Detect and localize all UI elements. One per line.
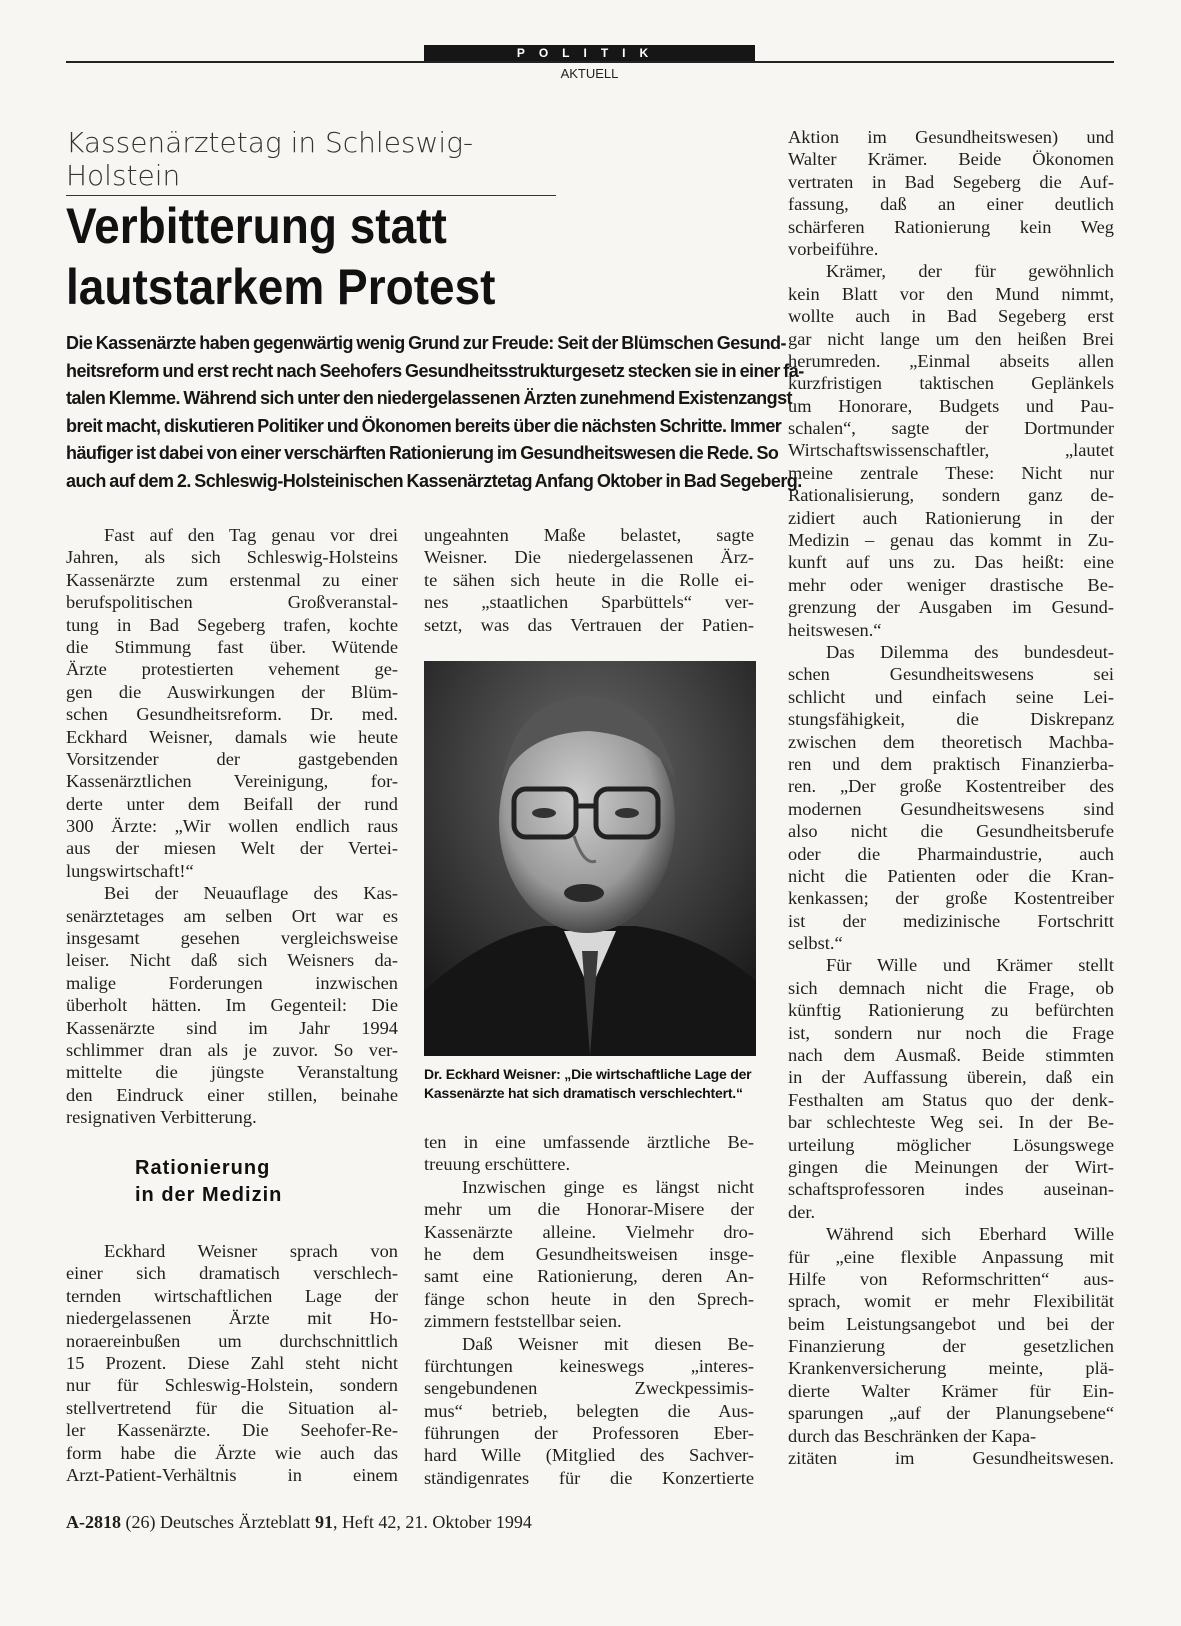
text-line: kein Blatt vor den Mund nimmt,	[788, 283, 1114, 304]
text-line: also nicht die Gesundheitsberufe	[788, 821, 1114, 842]
article-lead	[66, 330, 804, 495]
page-code: A-2818	[66, 1512, 121, 1532]
text-line: den Eindruck einer stillen, beinahe	[66, 1084, 398, 1105]
photo-caption	[424, 1065, 764, 1103]
text-line: Ärzte protestierten vehement ge-	[66, 659, 398, 680]
text-line: ständigenrates für die Konzertierte	[424, 1467, 754, 1488]
text-line: Rationalisierung, sondern ganz de-	[788, 485, 1114, 506]
text-line: aus der miesen Welt der Vertei-	[66, 838, 398, 859]
text-line: modernen Gesundheitswesens sind	[788, 798, 1114, 819]
text-line: sparungen „auf der Planungsebene“	[788, 1403, 1114, 1424]
text-line: form habe die Ärzte wie auch das	[66, 1442, 398, 1463]
subsection-label: AKTUELL	[560, 66, 619, 81]
caption-line: Kassenärzte hat sich dramatisch verschlechtert.“	[424, 1085, 743, 1101]
text-line: selbst.“	[788, 933, 843, 954]
footer-text: (26) Deutsches Ärzteblatt	[121, 1512, 315, 1532]
text-line: ren. „Der große Kostentreiber des	[788, 776, 1114, 797]
text-line: ternden wirtschaftlichen Lage der	[66, 1285, 398, 1306]
text-line: Krämer, der für gewöhnlich	[826, 261, 1114, 282]
text-line: gingen die Meinungen der Wirt-	[788, 1156, 1114, 1177]
text-line: resignativen Verbitterung.	[66, 1107, 257, 1128]
text-line: mehr um die Honorar-Misere der	[424, 1199, 754, 1220]
text-line: schlimmer dran als je zuvor. So ver-	[66, 1039, 398, 1060]
text-line: Jahren, als sich Schleswig-Holsteins	[66, 547, 398, 568]
text-line: künftig Rationierung zu befürchten	[788, 1000, 1114, 1021]
text-line: zwischen dem theoretisch Machba-	[788, 731, 1114, 752]
text-line: 15 Prozent. Diese Zahl steht nicht	[66, 1352, 398, 1373]
text-line: Eckhard Weisner, damals wie heute	[66, 726, 398, 747]
page-footer	[66, 1512, 532, 1533]
text-line: noraereinbußen um durchschnittlich	[66, 1330, 398, 1351]
footer-issue: , Heft 42, 21. Oktober 1994	[332, 1512, 532, 1532]
text-line: Fast auf den Tag genau vor drei	[104, 525, 398, 545]
text-line: fassung, daß an einer deutlich	[788, 194, 1114, 215]
text-line: der.	[788, 1201, 816, 1222]
text-line: Kassenärzte zum erstenmal zu einer	[66, 569, 398, 590]
text-line: vorbeiführe.	[788, 238, 879, 259]
body-column-2-bottom	[424, 1131, 754, 1489]
subheading-line: in der Medizin	[135, 1184, 283, 1206]
text-line: ist der medizinische Fortschritt	[788, 910, 1114, 931]
text-line: die Stimmung fast über. Wütende	[66, 636, 398, 657]
text-line: Weisner. Die niedergelassenen Ärz-	[424, 547, 754, 568]
subheading	[135, 1155, 282, 1209]
text-line: mittelte die jüngste Veranstaltung	[66, 1062, 398, 1083]
text-line: nach dem Ausmaß. Beide stimmten	[788, 1045, 1114, 1066]
text-line: Während sich Eberhard Wille	[826, 1224, 1114, 1245]
text-line: Arzt-Patient-Verhältnis in einem	[66, 1464, 398, 1485]
header-rule	[66, 61, 1114, 63]
section-label: POLITIK	[424, 45, 755, 62]
text-line: sengebundenen Zweckpessimis-	[424, 1378, 754, 1399]
text-line: führungen der Professoren Eber-	[424, 1423, 754, 1444]
text-line: Medizin – genau das kommt in Zu-	[788, 530, 1114, 551]
text-line: leiser. Nicht daß sich Weisners da-	[66, 950, 398, 971]
portrait-photo	[424, 661, 756, 1056]
text-line: ren und dem praktisch Finanzierba-	[788, 753, 1114, 774]
text-line: mehr oder weniger drastische Be-	[788, 574, 1114, 595]
text-line: 300 Ärzte: „Wir wollen endlich raus	[66, 816, 398, 837]
body-column-1-continued	[66, 1240, 398, 1486]
text-line: nur für Schleswig-Holstein, sondern	[66, 1375, 398, 1396]
text-line: für „eine flexible Anpassung mit	[788, 1246, 1114, 1267]
text-line: stellvertretend für die Situation al-	[66, 1397, 398, 1418]
text-line: derte unter dem Beifall der rund	[66, 793, 398, 814]
text-line: lungswirtschaft!“	[66, 860, 194, 881]
text-line: Das Dilemma des bundesdeut-	[826, 641, 1114, 662]
text-line: malige Forderungen inzwischen	[66, 972, 398, 993]
caption-line: Dr. Eckhard Weisner: „Die wirtschaftliche Lage der	[424, 1066, 752, 1082]
lead-line: breit macht, diskutieren Politiker und Ökonomen bereits über die nächsten Schritte. Immer	[66, 415, 782, 436]
text-line: Daß Weisner mit diesen Be-	[462, 1333, 754, 1354]
text-line: überholt hätten. Im Gegenteil: Die	[66, 995, 398, 1016]
lead-line: häufiger ist dabei von einer verschärften Rationierung im Gesundheitswesen die Rede. So	[66, 443, 779, 463]
headline-line: lautstarkem Protest	[66, 259, 496, 315]
text-line: fänge schon heute in den Sprech-	[424, 1288, 754, 1309]
text-line: setzt, was das Vertrauen der Patien-	[424, 614, 754, 635]
text-line: herumreden. „Einmal abseits allen	[788, 350, 1114, 371]
text-line: Krankenversicherung meinte, plä-	[788, 1358, 1114, 1379]
text-line: schen Gesundheitsreform. Dr. med.	[66, 704, 398, 725]
text-line: Kassenärzte sind im Jahr 1994	[66, 1017, 398, 1038]
text-line: kunft auf uns zu. Das heißt: eine	[788, 552, 1114, 573]
volume-number: 91	[314, 1512, 333, 1532]
text-line: fürchtungen keineswegs „interes-	[424, 1355, 754, 1376]
text-line: wollte auch in Bad Segeberg erst	[788, 306, 1114, 327]
text-line: zimmern feststellbar seien.	[424, 1311, 622, 1332]
text-line: schlicht und einfach seine Lei-	[788, 686, 1114, 707]
text-line: berufspolitischen Großveranstal-	[66, 592, 398, 613]
headline-line: Verbitterung statt	[66, 198, 447, 254]
lead-line: heitsreform und erst recht nach Seehofers Gesundheitsstrukturgesetz stecken sie in einer fa-	[66, 360, 804, 381]
text-line: Eckhard Weisner sprach von	[104, 1241, 398, 1261]
text-line: sich demnach nicht die Frage, ob	[788, 977, 1114, 998]
text-line: urteilung möglicher Lösungswege	[788, 1134, 1114, 1155]
article-kicker: Kassenärztetag in Schleswig-Holstein	[66, 126, 556, 196]
text-line: in der Auffassung überein, daß ein	[788, 1067, 1114, 1088]
text-line: Aktion im Gesundheitswesen) und	[788, 127, 1114, 147]
text-line: zidiert auch Rationierung in der	[788, 507, 1114, 528]
text-line: Bei der Neuauflage des Kas-	[104, 883, 398, 904]
text-line: ten in eine umfassende ärztliche Be-	[424, 1132, 754, 1152]
text-line: Für Wille und Krämer stellt	[826, 955, 1114, 976]
text-line: Vorsitzender der gastgebenden	[66, 748, 398, 769]
text-line: niedergelassenen Ärzte mit Ho-	[66, 1308, 398, 1329]
body-column-3	[788, 126, 1114, 1469]
text-line: he dem Gesundheitsweisen insge-	[424, 1243, 754, 1264]
text-line: Kassenärzte alleine. Vielmehr dro-	[424, 1221, 754, 1242]
text-line: ist, sondern nur noch die Frage	[788, 1022, 1114, 1043]
text-line: stungsfähigkeit, die Diskrepanz	[788, 709, 1114, 730]
text-line: oder die Pharmaindustrie, auch	[788, 843, 1114, 864]
text-line: schärferen Rationierung kein Weg	[788, 216, 1114, 237]
text-line: gar nicht lange um den heißen Brei	[788, 328, 1114, 349]
text-line: nicht die Patienten oder die Kran-	[788, 865, 1114, 886]
text-line: samt eine Rationierung, deren An-	[424, 1266, 754, 1287]
text-line: te sähen sich heute in die Rolle ei-	[424, 569, 754, 590]
text-line: meine zentrale These: Nicht nur	[788, 462, 1114, 483]
text-line: kurzfristigen taktischen Geplänkels	[788, 373, 1114, 394]
text-line: Walter Krämer. Beide Ökonomen	[788, 149, 1114, 170]
text-line: treuung erschüttere.	[424, 1154, 571, 1175]
text-line: insgesamt gesehen vergleichsweise	[66, 928, 398, 949]
text-line: ler Kassenärzte. Die Seehofer-Re-	[66, 1420, 398, 1441]
lead-line: auch auf dem 2. Schleswig-Holsteinischen Kassenärztetag Anfang Oktober in Bad Segeberg.	[66, 470, 802, 491]
lead-line: Die Kassenärzte haben gegenwärtig wenig Grund zur Freude: Seit der Blümschen Gesund-	[66, 333, 786, 353]
text-line: schalen“, sagte der Dortmunder	[788, 418, 1114, 439]
text-line: kenkassen; der große Kostentreiber	[788, 888, 1114, 909]
text-line: schen Gesundheitswesens sei	[788, 664, 1114, 685]
text-line: schaftsprofessoren indes auseinan-	[788, 1179, 1114, 1200]
text-line: mus“ betrieb, belegten die Aus-	[424, 1400, 754, 1421]
text-line: heitswesen.“	[788, 619, 882, 640]
text-line: Wirtschaftswissenschaftler, „lautet	[788, 440, 1114, 461]
text-line: vertraten in Bad Segeberg die Auf-	[788, 171, 1114, 192]
text-line: Inzwischen ginge es längst nicht	[462, 1176, 754, 1197]
text-line: um Honorare, Budgets und Pau-	[788, 395, 1114, 416]
body-column-2-top	[424, 524, 754, 636]
text-line: nes „staatlichen Sparbüttels“ ver-	[424, 592, 754, 613]
text-line: einer sich dramatisch verschlech-	[66, 1263, 398, 1284]
text-line: Hilfe von Reformschritten“ aus-	[788, 1268, 1114, 1289]
portrait-illustration	[424, 661, 756, 1056]
text-line: beim Leistungsangebot und bei der	[788, 1313, 1114, 1334]
article-headline	[66, 196, 692, 318]
text-line: durch das Beschränken der Kapa-	[788, 1425, 1037, 1446]
text-line: hard Wille (Mitglied des Sachver-	[424, 1445, 754, 1466]
text-line: grenzung der Ausgaben im Gesund-	[788, 597, 1114, 618]
subheading-line: Rationierung	[135, 1157, 271, 1179]
text-line: dierte Walter Krämer für Ein-	[788, 1380, 1114, 1401]
text-line: Kassenärztlichen Vereinigung, for-	[66, 771, 398, 792]
body-column-1	[66, 524, 398, 1129]
text-line: Finanzierung der gesetzlichen	[788, 1336, 1114, 1357]
lead-line: talen Klemme. Während sich unter den niedergelassenen Ärzten zunehmend Existenzangst	[66, 388, 792, 408]
text-line: bar schlechteste Weg sei. In der Be-	[788, 1112, 1114, 1133]
text-line: sprach, womit er mehr Flexibilität	[788, 1291, 1114, 1312]
text-line: ungeahnten Maße belastet, sagte	[424, 525, 754, 545]
text-line: tung in Bad Segeberg trafen, kochte	[66, 614, 398, 635]
text-line: zitäten im Gesundheitswesen.	[788, 1448, 1114, 1469]
text-line: senärztetages am selben Ort war es	[66, 905, 398, 926]
text-line: gen die Auswirkungen der Blüm-	[66, 681, 398, 702]
text-line: Festhalten am Status quo der denk-	[788, 1089, 1114, 1110]
